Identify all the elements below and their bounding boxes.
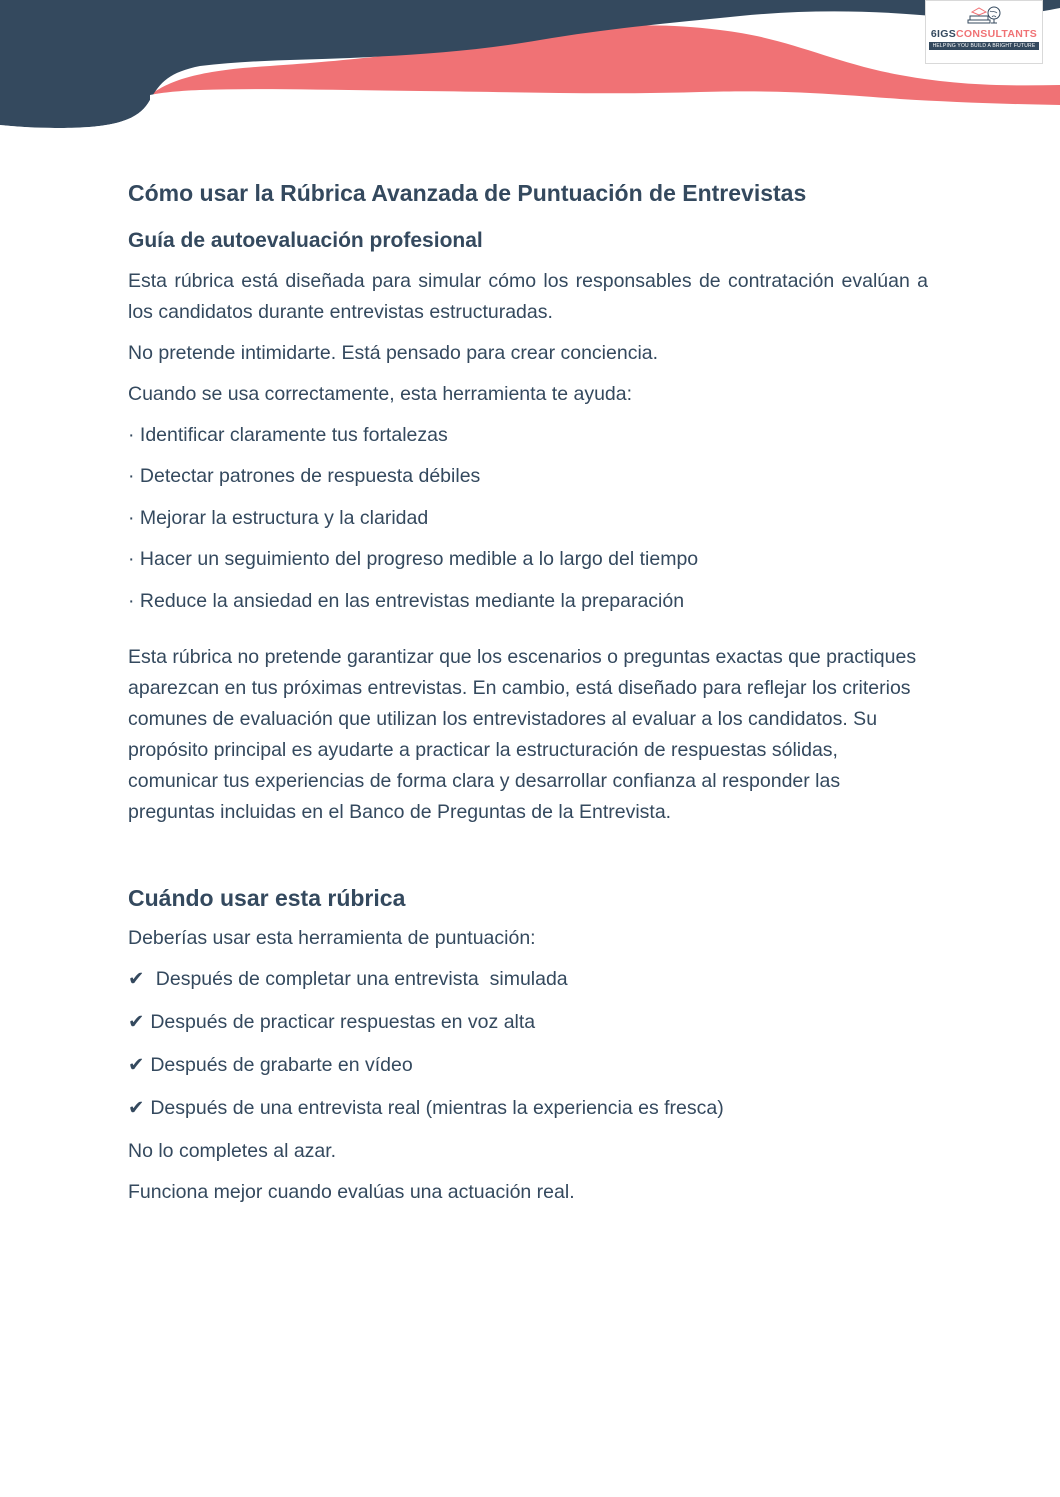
company-logo [925, 0, 1043, 64]
list-item: · Hacer un seguimiento del progreso medible a lo largo del tiempo [128, 548, 699, 571]
graduation-globe-icon [964, 4, 1004, 28]
note-text: No lo completes al azar. [128, 1139, 337, 1162]
when-section-lead: Deberías usar esta herramienta de puntuación: [128, 926, 536, 949]
list-item: · Reduce la ansiedad en las entrevistas mediante la preparación [128, 589, 685, 612]
benefits-lead: Cuando se usa correctamente, esta herramienta te ayuda: [128, 383, 633, 405]
list-item: ✔ Después de practicar respuestas en voz alta [128, 1007, 928, 1038]
list-item: · Detectar patrones de respuesta débiles [128, 465, 481, 488]
check-mark-icon: ✔ [128, 967, 145, 990]
reassurance-text: No pretende intimidarte. Está pensado para crear conciencia. [128, 342, 659, 364]
check-mark-icon: ✔ [128, 1096, 145, 1119]
disclaimer-paragraph: Esta rúbrica no pretende garantizar que los escenarios o preguntas exactas que practiques aparezcan en tus próximas entrevistas. En cambio, está diseñado para reflejar los criterios comunes de evaluación que utilizan los entrevistadores al evaluar a los candidatos. Su propósito principal es ayudarte a practicar la estructuración de respuestas sólidas, comunicar tus experiencias de forma clara y desarrollar confianza al responder las preguntas incluidas en el Banco de Preguntas de la Entrevista. [128, 645, 917, 823]
list-item: ✔ Después de grabarte en vídeo [128, 1050, 928, 1081]
document-subtitle: Guía de autoevaluación profesional [128, 229, 483, 252]
document-body [128, 176, 928, 1218]
list-item: · Mejorar la estructura y la claridad [128, 506, 429, 529]
check-mark-icon: ✔ [128, 1010, 145, 1033]
logo-wordmark: 6IGSCONSULTANTS [930, 28, 1038, 40]
list-item: ✔ Después de completar una entrevista simulada [128, 964, 928, 995]
document-title: Cómo usar la Rúbrica Avanzada de Puntuación de Entrevistas [128, 180, 807, 206]
logo-tagline: HELPING YOU BUILD A BRIGHT FUTURE [929, 42, 1039, 50]
usage-checklist [128, 964, 928, 1124]
list-item: · Identificar claramente tus fortalezas [128, 424, 448, 446]
check-mark-icon: ✔ [128, 1053, 145, 1076]
note-text: Funciona mejor cuando evalúas una actuación real. [128, 1180, 575, 1203]
benefits-list [128, 420, 928, 617]
list-item: ✔ Después de una entrevista real (mientras la experiencia es fresca) [128, 1093, 928, 1124]
when-section-heading: Cuándo usar esta rúbrica [128, 884, 406, 911]
header-wave-decoration [0, 0, 1060, 140]
intro-paragraph: Esta rúbrica está diseñada para simular cómo los responsables de contratación evalúan a los candidatos durante entrevistas estructuradas. [128, 270, 928, 323]
